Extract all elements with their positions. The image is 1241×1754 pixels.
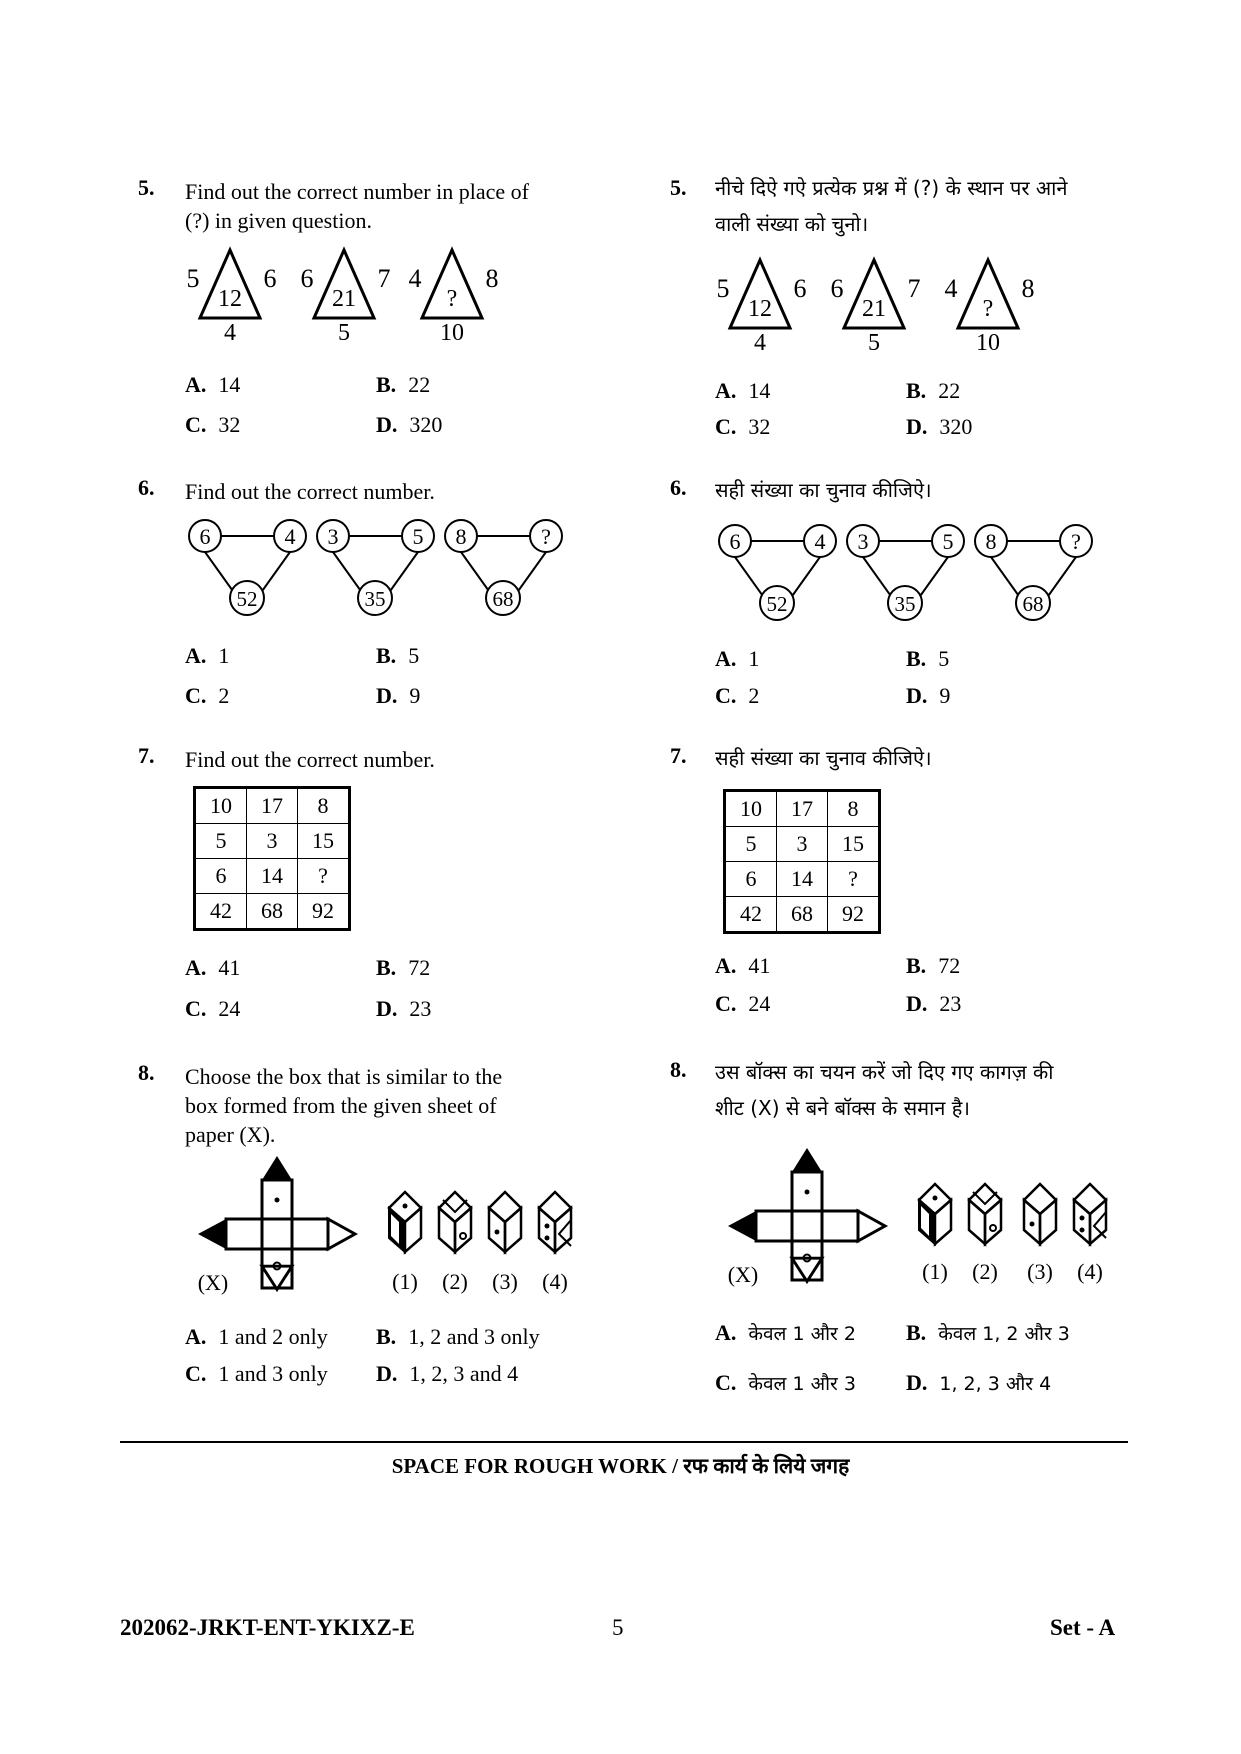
dot-marker [805,1190,810,1195]
option-value: 9 [409,683,421,708]
cube-option-4 [1074,1184,1106,1284]
q8-option-b[interactable]: B. 1, 2 and 3 only [376,1324,540,1349]
grid-cell: 14 [247,859,298,894]
q7-option-b[interactable]: B. 72 [376,955,431,980]
cube-option-3 [489,1192,521,1294]
q5-number-hi: 5. [670,175,687,200]
q5-option-d-hi[interactable]: D. 320 [906,414,973,439]
q7-text: Find out the correct number. [185,747,435,772]
circle-top-right-number: 5 [942,529,954,554]
grid-cell: 14 [777,862,828,897]
arrow-left-black [728,1211,756,1241]
option-value: 32 [218,412,241,437]
q6-option-a[interactable]: A. 1 [185,643,230,668]
q7-number-grid-hi [723,789,881,934]
q5-text-line1: Find out the correct number in place of [185,179,529,204]
q6-option-b[interactable]: B. 5 [376,643,420,668]
grid-cell: 5 [725,827,777,862]
circle-top-left-number: 6 [199,524,211,549]
option-value: 72 [408,955,431,980]
grid-cell: 8 [828,791,880,827]
paper-code: 202062-JRKT-ENT-YKIXZ-E [120,1615,415,1640]
q8-text [185,1062,502,1149]
sheet-label: (X) [197,1270,229,1295]
triangle-right-number: 8 [1021,274,1035,303]
triangle-figure-3 [409,250,499,346]
grid-cell: 6 [725,862,777,897]
grid-row [725,791,880,827]
grid-cell: 17 [247,788,298,824]
grid-cell: 5 [195,824,247,859]
circle-top-left-number: 6 [729,529,741,554]
sheet-label: (X) [727,1262,759,1287]
box-label: (3) [1027,1259,1053,1284]
q8-option-c[interactable]: C. 1 and 3 only [185,1361,328,1386]
q5-option-a-hi[interactable]: A. 14 [715,378,771,403]
option-value: 22 [408,372,431,397]
q6-option-d[interactable]: D. 9 [376,683,421,708]
cube-option-2 [969,1184,1001,1284]
option-value: 23 [409,996,432,1021]
grid-cell: 68 [247,894,298,930]
circle-top-right-number: 4 [284,524,296,549]
q7-option-a[interactable]: A. 41 [185,955,241,980]
grid-cell: 92 [298,894,350,930]
grid-cell: 42 [195,894,247,930]
triangle-bottom-number: 4 [224,320,236,346]
q8-text-line1: Choose the box that is similar to the [185,1064,503,1089]
option-value: 22 [938,378,961,403]
arrow-right-white [858,1211,885,1241]
circle-figure-1 [719,525,836,620]
box-label: (2) [972,1259,998,1284]
circle-bottom-number: 52 [236,587,258,611]
option-value: 41 [218,955,241,980]
arrow-up-black [792,1148,822,1172]
option-value: 320 [939,414,973,439]
q5-triangle-figures [185,238,525,348]
q8-option-c-hi[interactable]: C. केवल 1 और 3 [715,1370,856,1395]
triangle-bottom-number: 5 [868,330,880,356]
box-label: (4) [1077,1259,1103,1284]
triangle-left-number: 5 [186,264,200,293]
triangle-left-number: 4 [408,264,422,293]
grid-cell: 17 [777,791,828,827]
q6-option-a-hi[interactable]: A. 1 [715,646,760,671]
circle-figure-3 [975,525,1092,620]
box-label: (3) [492,1269,518,1294]
grid-cell: 68 [777,897,828,933]
option-value: 14 [748,378,771,403]
q7-option-b-hi[interactable]: B. 72 [906,953,961,978]
triangle-right-number: 6 [263,264,277,293]
grid-row [195,859,350,894]
grid-row [195,894,350,930]
option-value: 72 [938,953,961,978]
q5-option-c[interactable]: C. 32 [185,412,241,437]
triangle-center-number: 12 [218,286,242,312]
q8-box-figures-hi [720,1140,1120,1295]
q7-text-hi: सही संख्या का चुनाव कीजिऐ। [715,746,932,770]
q5-text-hi [715,170,1067,242]
triangle-left-number: 6 [300,264,314,293]
option-value: 1 and 3 only [218,1361,328,1386]
circle-figure-3 [445,520,562,615]
q5-text-hi-line2: वाली संख्या को चुनो। [715,212,869,236]
q6-number-hi: 6. [670,475,687,500]
q8-text-hi [715,1054,1053,1126]
box-label: (2) [442,1269,468,1294]
rough-work-divider [120,1441,1128,1443]
q7-option-d-hi[interactable]: D. 23 [906,991,962,1016]
option-value: 1 and 2 only [218,1324,328,1349]
q8-number: 8. [138,1060,155,1085]
cube-option-2 [439,1192,471,1294]
circle-top-left-number: 3 [327,524,339,549]
triangle-left-number: 4 [944,274,958,303]
grid-cell: 15 [298,824,350,859]
triangle-center-number: ? [446,286,458,312]
q5-option-d[interactable]: D. 320 [376,412,443,437]
q8-option-a-hi[interactable]: A. केवल 1 और 2 [715,1320,856,1345]
q6-circle-figures-hi [715,515,1105,630]
triangle-bottom-number: 5 [338,320,350,346]
q5-text-line2: (?) in given question. [185,208,372,233]
set-label: Set - A [1050,1615,1116,1640]
q6-number: 6. [138,475,155,500]
option-value: 1, 2, 3 and 4 [409,1361,519,1386]
option-value: 23 [939,991,962,1016]
page-number: 5 [612,1615,624,1640]
circle-top-left-number: 3 [857,529,869,554]
option-value: 5 [938,646,950,671]
q8-option-d[interactable]: D. 1, 2, 3 and 4 [376,1361,519,1386]
option-value: 2 [748,683,760,708]
option-value: 320 [409,412,443,437]
circle-top-right-number: 4 [814,529,826,554]
option-value: केवल 1 और 3 [748,1373,856,1395]
triangle-left-number: 6 [830,274,844,303]
triangle-right-number: 7 [907,274,921,303]
option-value: 5 [408,643,420,668]
q8-text-line2: box formed from the given sheet of [185,1093,497,1118]
q5-option-b[interactable]: B. 22 [376,372,431,397]
cube-option-1 [919,1184,951,1284]
grid-cell: 8 [298,788,350,824]
grid-cell: 10 [195,788,247,824]
q6-text-hi: सही संख्या का चुनाव कीजिऐ। [715,478,932,502]
box-label: (1) [922,1259,948,1284]
option-value: 2 [218,683,230,708]
q5-text [185,177,529,235]
circle-bottom-number: 35 [364,587,386,611]
grid-cell: 6 [195,859,247,894]
box-label: (4) [542,1269,568,1294]
q8-box-figures [190,1148,590,1303]
q5-number: 5. [138,175,155,200]
q8-option-d-hi[interactable]: D. 1, 2, 3 और 4 [906,1370,1052,1395]
triangle-center-number: 21 [862,296,886,322]
q5-triangle-figures-hi [715,248,1055,358]
grid-cell: 3 [247,824,298,859]
circle-top-right-number: ? [541,524,551,549]
triangle-right-number: 6 [793,274,807,303]
option-value: 1, 2 and 3 only [408,1324,540,1349]
q6-circle-figures [185,510,575,625]
q6-text: Find out the correct number. [185,479,435,504]
q7-option-a-hi[interactable]: A. 41 [715,953,771,978]
q7-number: 7. [138,743,155,768]
q6-option-b-hi[interactable]: B. 5 [906,646,950,671]
paper-sheet-x [198,1156,355,1295]
arrow-right-white [328,1219,355,1249]
circle-bottom-number: 68 [492,587,514,611]
option-value: 24 [748,991,771,1016]
grid-row [725,862,880,897]
triangle-bottom-number: 10 [440,320,464,346]
triangle-figure-3 [945,260,1035,356]
circle-figure-2 [317,520,434,615]
option-value: केवल 1 और 2 [748,1323,856,1345]
arrow-up-black [262,1156,292,1180]
q7-option-c[interactable]: C. 24 [185,996,241,1021]
triangle-center-number: ? [982,296,994,322]
q5-text-hi-line1: नीचे दिऐ गऐ प्रत्येक प्रश्न में (?) के स्थान पर आने [715,176,1068,200]
triangle-bottom-number: 10 [976,330,1000,356]
arrow-left-black [198,1219,226,1249]
q6-option-c-hi[interactable]: C. 2 [715,683,760,708]
q5-option-a[interactable]: A. 14 [185,372,241,397]
box-label: (1) [392,1269,418,1294]
cube-option-3 [1024,1184,1056,1284]
triangle-left-number: 5 [716,274,730,303]
q7-number-grid [193,786,351,931]
q8-option-a[interactable]: A. 1 and 2 only [185,1324,328,1349]
grid-cell: 15 [828,827,880,862]
option-value: केवल 1, 2 और 3 [938,1323,1070,1345]
circle-top-right-number: ? [1071,529,1081,554]
triangle-bottom-number: 4 [754,330,766,356]
q8-text-hi-line1: उस बॉक्स का चयन करें जो दिए गए कागज़ की [715,1060,1054,1084]
circle-top-right-number: 5 [412,524,424,549]
circle-bottom-number: 68 [1022,592,1044,616]
grid-row [725,827,880,862]
q6-option-c[interactable]: C. 2 [185,683,230,708]
circle-figure-1 [189,520,306,615]
triangle-center-number: 21 [332,286,356,312]
q5-option-c-hi[interactable]: C. 32 [715,414,771,439]
circle-figure-2 [847,525,964,620]
grid-cell: ? [828,862,880,897]
cube-option-4 [539,1192,571,1294]
cube-option-1 [389,1192,421,1294]
q8-number-hi: 8. [670,1057,687,1082]
option-value: 9 [939,683,951,708]
rough-work-heading: SPACE FOR ROUGH WORK / रफ कार्य के लिये जगह [391,1454,850,1478]
dot-marker [275,1198,280,1203]
option-value: 24 [218,996,241,1021]
grid-row [195,788,350,824]
triangle-center-number: 12 [748,296,772,322]
triangle-figure-2 [831,260,921,356]
grid-cell: ? [298,859,350,894]
option-value: 41 [748,953,771,978]
q6-option-d-hi[interactable]: D. 9 [906,683,951,708]
grid-cell: 42 [725,897,777,933]
circle-top-left-number: 8 [985,529,997,554]
q7-option-c-hi[interactable]: C. 24 [715,991,771,1016]
q8-text-hi-line2: शीट (X) से बने बॉक्स के समान है। [715,1096,970,1120]
triangle-figure-2 [301,250,391,346]
triangle-right-number: 7 [377,264,391,293]
circle-top-left-number: 8 [455,524,467,549]
triangle-figure-1 [717,260,807,356]
triangle-figure-1 [187,250,277,346]
grid-row [195,824,350,859]
q5-option-b-hi[interactable]: B. 22 [906,378,961,403]
grid-row [725,897,880,933]
q8-option-b-hi[interactable]: B. केवल 1, 2 और 3 [906,1320,1070,1345]
grid-cell: 3 [777,827,828,862]
q8-text-line3: paper (X). [185,1122,276,1147]
option-value: 32 [748,414,771,439]
triangle-right-number: 8 [485,264,499,293]
option-value: 1 [748,646,760,671]
option-value: 1, 2, 3 और 4 [939,1373,1052,1395]
circle-bottom-number: 35 [894,592,916,616]
q7-option-d[interactable]: D. 23 [376,996,432,1021]
q7-number-hi: 7. [670,743,687,768]
option-value: 1 [218,643,230,668]
circle-bottom-number: 52 [766,592,788,616]
option-value: 14 [218,372,241,397]
paper-sheet-x [728,1148,885,1287]
grid-cell: 92 [828,897,880,933]
grid-cell: 10 [725,791,777,827]
